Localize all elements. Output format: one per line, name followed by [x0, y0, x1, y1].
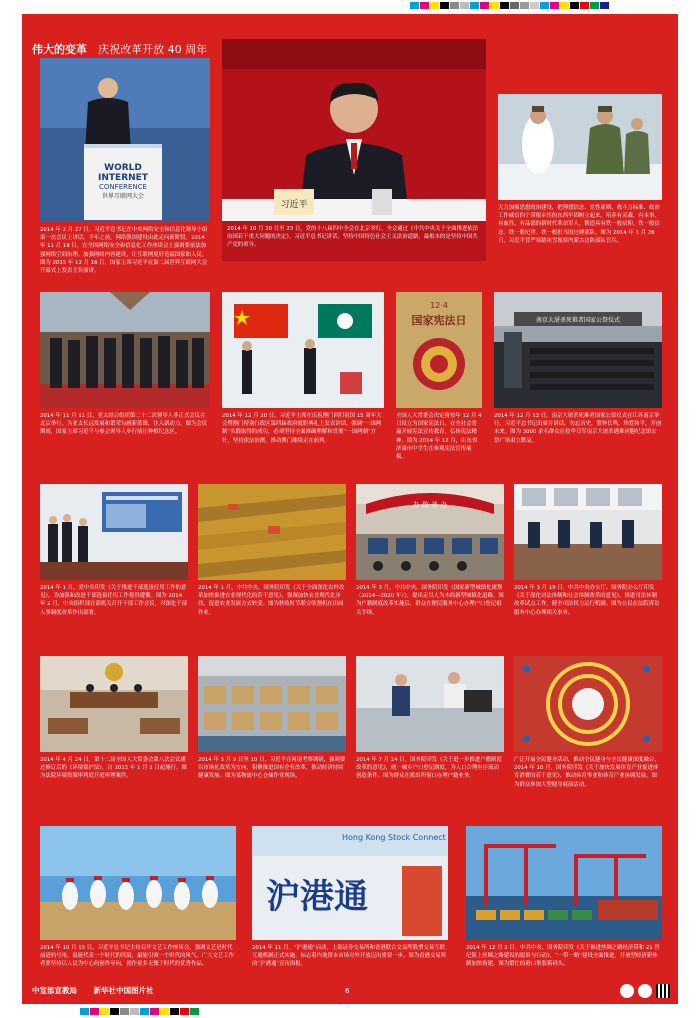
photo-macao-anniversary — [222, 292, 384, 408]
caption-17: 2014 年 11 月，“沪港通”启动，上海证券交易所和香港联合交易所股票交易互联互通机制正式实施，标志着内地资本市场对外开放迈出重要一步。图为香港交易所的“沪港通”宣传海报。 — [252, 945, 447, 968]
photo-container-port — [466, 826, 662, 940]
conf-text-4: 世界互联网大会 — [101, 193, 145, 200]
caption-18: 2014 年 12 月 2 日，中共中央、国务院印发《关于推进丝绸之路经济带和 21 世纪海上丝绸之路建设的愿景与行动》，“一带一路”建设全面推进，开放型经济新体制加快构建。图为繁忙的港口集装箱码头。 — [466, 945, 660, 968]
caption-14: 2014 年 7 月 24 日，国务院印发《关于进一步推进户籍制度改革的意见》，统一城乡户口登记制度，为人口合理有序流动创造条件。图为群众在派出所窗口办理户籍业务。 — [356, 757, 502, 780]
footer-logos — [620, 984, 670, 998]
photo-court-service — [514, 484, 662, 580]
emblem-icon — [620, 984, 634, 998]
caption-10: 2014 年 3 月，中共中央、国务院印发《国家新型城镇化规划（2014—2020 年）》，提出走以人为本的新型城镇化道路。图为户籍制度改革实施后，群众在便民服务中心办理户口登记相关手续。 — [356, 585, 504, 616]
hk-stock-text: Hong Kong Stock Connect — [342, 833, 446, 842]
qr-code-icon — [656, 984, 670, 998]
caption-4: 2014 年 11 月 11 日，亚太经合组织第二十二次领导人非正式会议在北京举行。为亚太长远发展和繁荣勾画新蓝图，注入新动力。图为会议期间，国家主席习近平与参会领导人步行前往种植纪念区。 — [40, 413, 208, 436]
caption-12: 2014 年 4 月 24 日，第十二届全国人大常委会第八次会议通过修订后的《环境保护法》，自 2015 年 1 月 1 日起施行。图为法院环境资源审判庭开庭审理案件。 — [40, 757, 187, 780]
photo-nanjing-memorial — [494, 292, 662, 408]
poster-header — [32, 38, 207, 57]
caption-11: 2014 年 3 月 19 日，中共中央办公厅、国务院办公厅印发《关于深化司法体制和社会体制改革的意见》，推进司法体制改革试点工作，健全司法权力运行机制。图为公民在法院诉讼服务中心办理相关事务。 — [514, 585, 660, 616]
caption-15: 广泛开展全民健身活动，推动全民健身与全民健康深度融合。2014 年 10 月，国务院印发《关于加快发展体育产业促进体育消费的若干意见》，推动体育事业和体育产业协调发展。图为群众参加大型健身展演活动。 — [514, 757, 660, 788]
page-number: 6 — [345, 987, 350, 995]
photo-hukou-office — [356, 656, 504, 752]
photo-courtroom — [40, 656, 188, 752]
photo-fitness-formation — [514, 656, 662, 752]
conf-text-1: WORLD — [104, 163, 142, 173]
poster-page — [22, 14, 678, 1004]
caption-1: 2014 年 2 月 27 日，习近平总书记在中央网络安全和信息化领导小组第一次会议上讲话。半年之前，网络强国建设由此走向新阶段。2014 年 11 月 19 日，在全国网络安全和信息化工作座谈会上强调要依法加强网络空间治理。加强网络内容建设，让互联网更好造福国家和人民。图为 2015 年 12 月 16 日，国家主席习近平在第二届世界互联网大会开幕式上发表主旨演讲。 — [40, 227, 208, 275]
caption-7: 2014 年 12 月 13 日，南京大屠杀死难者国家公祭仪式在江苏南京举行，习近平总书记出席并讲话，勿忘历史，警钟长鸣，珍爱和平，开创未来。图为 3000 余名群众在侵华日军南京大屠杀遇难同胞纪念馆公祭广场肃立默哀。 — [494, 413, 662, 444]
caption-9: 2014 年 1 月，中共中央、国务院印发《关于全面深化农村改革加快推进农业现代化的若干意见》，强调加快农业现代化步伐，促进农业发展方式转变。图为秋收时节联合收割机在田间作业。 — [198, 585, 345, 616]
service-banner: 办 政 务 办 — [412, 501, 448, 509]
plaque-date: 12·4 — [430, 301, 448, 310]
photo-internet-conference — [40, 58, 210, 222]
photo-stock-connect — [252, 826, 448, 940]
photo-constitution-plaque — [396, 292, 482, 408]
footer-org-2: 新华社中国图片社 — [93, 986, 154, 995]
conf-text-2: INTERNET — [98, 173, 148, 183]
registration-strip-bottom — [0, 1006, 700, 1018]
photo-plenary-session — [222, 39, 486, 227]
logo-icon — [638, 984, 652, 998]
caption-6: 全国人大常委会决定将每年 12 月 4 日设立为国家宪法日，在全社会普遍开展宪法宣传教育，弘扬宪法精神。图为 2014 年 12 月，山东省济南市中学生在参观宪法宣传展板。 — [396, 413, 482, 461]
photo-apec-leaders — [40, 292, 210, 408]
caption-16: 2014 年 10 月 15 日，习近平总书记主持召开文艺工作座谈会，强调文艺是时代前进的号角，最能代表一个时代的风貌，最能引领一个时代的风气。广大文艺工作者要坚持以人民为中心的创作导向，创作更多无愧于时代的优秀作品。 — [40, 945, 235, 968]
caption-3: 大力加强思想政治建设，把理想信念、党性原则、战斗力标准、政治工作威信四个带根本性的东西牢固树立起来。培养有灵魂、有本事、有血性、有品德的新时代革命军人。锻造具有铁一般信仰、铁一般信念、铁一般纪律、铁一般担当的过硬部队。图为 2014 年 1 月 26 日，习近平冒严寒踏冰雪视察内蒙古边防部队官兵。 — [498, 205, 660, 244]
footer-org-1: 中宣部宣教局 — [32, 986, 77, 995]
nameplate-text: 习近平 — [280, 200, 308, 210]
plaque-title: 国家宪法日 — [411, 314, 467, 327]
caption-5: 2014 年 12 月 20 日，习近平主席在庆祝澳门回归祖国 15 周年大会暨澳门特别行政区第四届政府就职典礼上发表讲话，强调“一国两制”实践取得的成功，必须坚持全面准确理解和贯彻“一国两制”方针，坚持依法治澳，推动澳门继续走在前列。 — [222, 413, 382, 444]
photo-border-troops — [498, 94, 662, 200]
photo-art-performance — [40, 826, 236, 940]
header-subtitle: 庆祝改革开放 40 周年 — [98, 43, 208, 56]
photo-cadre-meeting — [40, 484, 188, 580]
photo-service-hall — [356, 484, 504, 580]
photo-harvest — [198, 484, 346, 580]
caption-8: 2014 年 1 月，党中央印发《关于推进干部选拔任用工作的意见》，为加强和改进干部选拔任用工作提供遵循。图为 2014 年 2 月，中央组织部在部机关召开干部工作会议，对深化干部人事制度改革作出部署。 — [40, 585, 188, 616]
caption-13: 2014 年 5 月 9 日至 10 日，习近平在河南考察调研，强调要以市场化改革为方向，积极推进国有企业改革，推动经济持续健康发展。图为某物流中心仓储作业现场。 — [198, 757, 346, 780]
poster-footer — [32, 985, 168, 996]
photo-warehouse — [198, 656, 346, 752]
caption-2: 2014 年 10 月 20 日至 23 日，党的十八届四中全会在北京举行。全会通过《中共中央关于全面推进依法治国若干重大问题的决定》。习近平总书记讲话，坚持中国特色社会主义法治道路，最根本的是坚持中国共产党的领导。 — [222, 221, 486, 261]
stock-connect-banner: 沪港通 — [266, 877, 368, 917]
memorial-banner: 南京大屠杀死难者国家公祭仪式 — [535, 317, 621, 324]
header-title: 伟大的变革 — [32, 43, 87, 56]
conf-text-3: CONFERENCE — [99, 183, 147, 191]
registration-strip-top — [0, 0, 700, 12]
